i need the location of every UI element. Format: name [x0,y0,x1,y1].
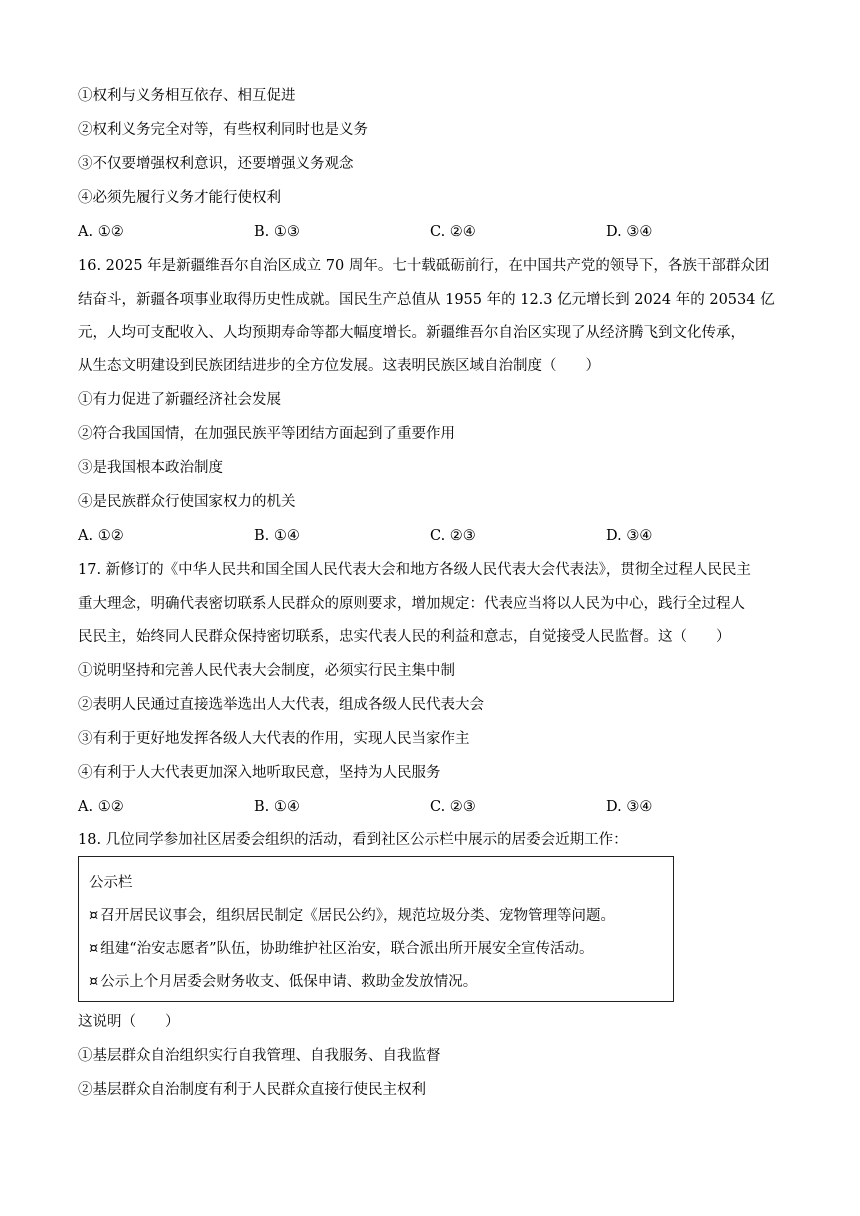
notice-board-title: 公示栏 [89,875,133,891]
q17-option-d: D. ③④ [606,799,653,815]
q16-statement-1: ①有力促进了新疆经济社会发展 [78,392,281,408]
q16-option-b: B. ①④ [254,528,300,544]
q17-option-c: C. ②③ [430,799,476,815]
q17-option-b: B. ①④ [254,799,300,815]
q15-statement-2: ②权利义务完全对等，有些权利同时也是义务 [78,122,368,138]
q16-option-a: A. ①② [78,528,124,544]
q16-options [78,526,778,546]
q15-statement-4: ④必须先履行义务才能行使权利 [78,190,281,206]
bullet-icon: ¤ [89,908,99,924]
q17-option-a: A. ①② [78,799,124,815]
q17-statement-3: ③有利于更好地发挥各级人大代表的作用，实现人民当家作主 [78,731,470,747]
q15-options [78,222,778,242]
q15-option-b: B. ①③ [254,224,300,240]
notice-board [78,856,674,1002]
q16-stem-line-4: 从生态文明建设到民族团结进步的全方位发展。这表明民族区域自治制度（ ） [78,358,600,374]
notice-item-2 [89,939,594,959]
q16-statement-3: ③是我国根本政治制度 [78,460,223,476]
q15-statement-3: ③不仅要增强权利意识，还要增强义务观念 [78,156,354,172]
q17-statement-1: ①说明坚持和完善人民代表大会制度，必须实行民主集中制 [78,663,455,679]
q17-options [78,797,778,817]
q16-stem-line-3: 元，人均可支配收入、人均预期寿命等都大幅度增长。新疆维吾尔自治区实现了从经济腾飞到文化传承， [78,325,745,341]
q17-stem-line-3: 民民主，始终同人民群众保持密切联系，忠实代表人民的利益和意志，自觉接受人民监督。这（ ） [78,629,731,645]
q18-after-text: 这说明（ ） [78,1014,180,1030]
notice-item-2-text: 组建“治安志愿者”队伍，协助维护社区治安，联合派出所开展安全宣传活动。 [100,941,594,957]
q16-statement-4: ④是民族群众行使国家权力的机关 [78,494,296,510]
q16-option-c: C. ②③ [430,528,476,544]
q15-option-d: D. ③④ [606,224,653,240]
q17-stem-line-1: 17. 新修订的《中华人民共和国全国人民代表大会和地方各级人民代表大会代表法》，贯彻全过程人民民主 [78,562,751,578]
notice-item-1 [89,906,615,926]
q16-option-d: D. ③④ [606,528,653,544]
q17-statement-2: ②表明人民通过直接选举选出人大代表，组成各级人民代表大会 [78,697,484,713]
q16-stem-line-2: 结奋斗，新疆各项事业取得历史性成就。国民生产总值从 1955 年的 12.3 亿元增长到 2024 年的 20534 亿 [78,292,775,308]
q16-statement-2: ②符合我国国情，在加强民族平等团结方面起到了重要作用 [78,426,455,442]
q17-statement-4: ④有利于人大代表更加深入地听取民意，坚持为人民服务 [78,765,441,781]
q15-statement-1: ①权利与义务相互依存、相互促进 [78,88,296,104]
notice-item-3 [89,972,477,992]
q18-statement-1: ①基层群众自治组织实行自我管理、自我服务、自我监督 [78,1048,441,1064]
bullet-icon: ¤ [89,941,99,957]
q18-stem: 18. 几位同学参加社区居委会组织的活动，看到社区公示栏中展示的居委会近期工作： [78,832,628,848]
q18-statement-2: ②基层群众自治制度有利于人民群众直接行使民主权利 [78,1082,426,1098]
q17-stem-line-2: 重大理念，明确代表密切联系人民群众的原则要求，增加规定：代表应当将以人民为中心，践行全过程人 [78,596,745,612]
bullet-icon: ¤ [89,974,99,990]
q15-option-a: A. ①② [78,224,124,240]
notice-item-3-text: 公示上个月居委会财务收支、低保申请、救助金发放情况。 [100,974,478,990]
notice-item-1-text: 召开居民议事会，组织居民制定《居民公约》，规范垃圾分类、宠物管理等问题。 [100,908,615,924]
q15-option-c: C. ②④ [430,224,476,240]
q16-stem-line-1: 16. 2025 年是新疆维吾尔自治区成立 70 周年。七十载砥砺前行，在中国共产党的领导下，各族干部群众团 [78,258,770,274]
